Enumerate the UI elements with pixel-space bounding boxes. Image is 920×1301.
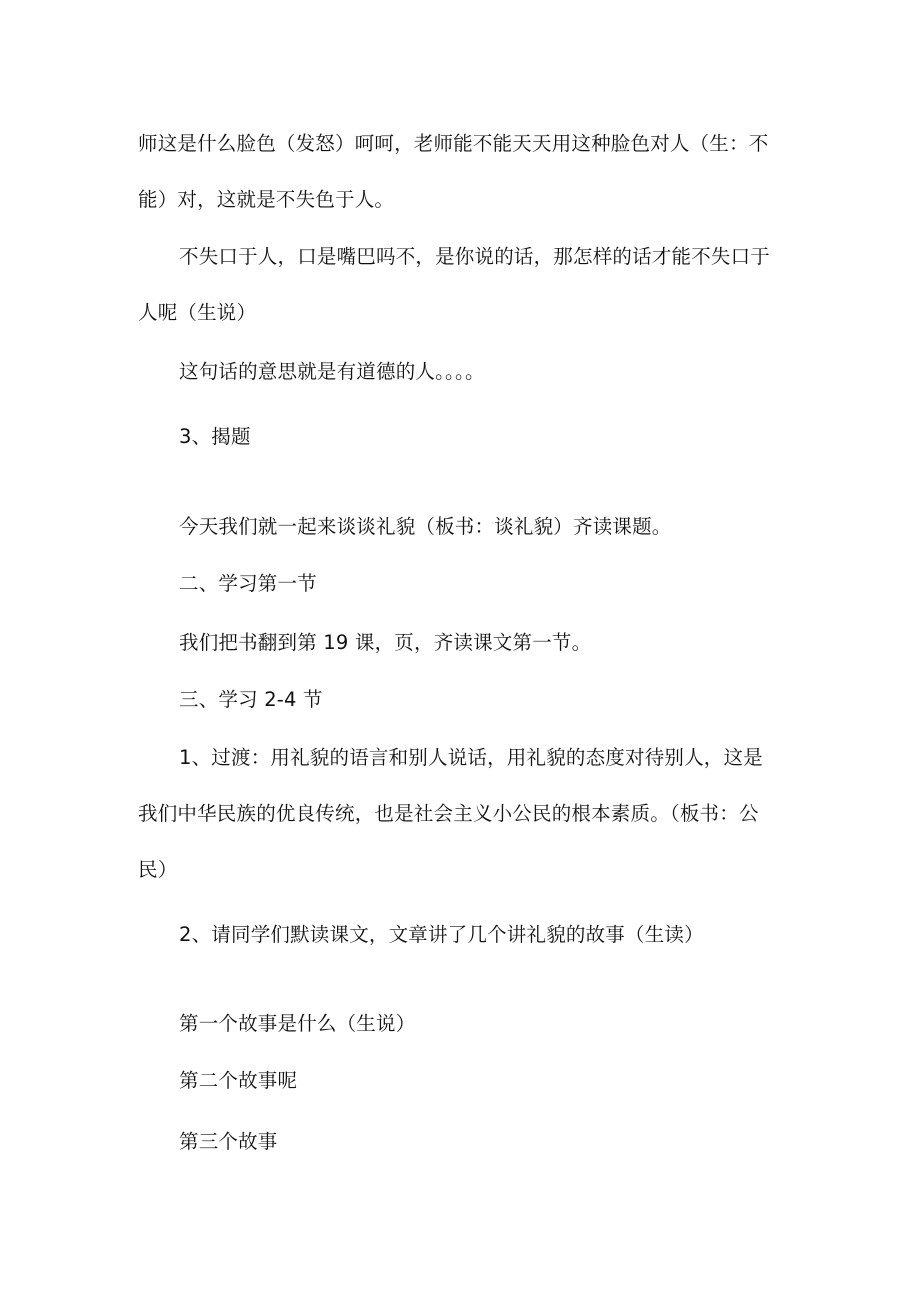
section-heading: 3、揭题: [179, 425, 251, 448]
section-heading: 三、学习 2-4 节: [179, 688, 323, 711]
text-line: 第二个故事呢: [179, 1069, 298, 1092]
text-line: 这句话的意思就是有道德的人。。。。: [179, 360, 485, 383]
text-line: 第一个故事是什么（生说）: [179, 1012, 416, 1035]
text-line: 人呢（生说）: [138, 301, 257, 324]
text-line: 能）对，这就是不失色于人。: [138, 188, 395, 211]
text-line: 1、过渡：用礼貌的语言和别人说话，用礼貌的态度对待别人，这是: [179, 746, 763, 769]
text-line: 我们中华民族的优良传统，也是社会主义小公民的根本素质。（板书：公: [138, 802, 759, 825]
text-line: 第三个故事: [179, 1130, 278, 1153]
text-line: 民）: [138, 858, 178, 881]
text-line: 师这是什么脸色（发怒）呵呵，老师能不能天天用这种脸色对人（生：不: [138, 132, 769, 155]
section-heading: 二、学习第一节: [179, 572, 317, 595]
text-line: 今天我们就一起来谈谈礼貌（板书：谈礼貌）齐读课题。: [179, 515, 672, 538]
text-line: 不失口于人，口是嘴巴吗不，是你说的话，那怎样的话才能不失口于: [179, 245, 771, 268]
text-line: 我们把书翻到第 19 课，页，齐读课文第一节。: [179, 631, 592, 654]
text-line: 2、请同学们默读课文，文章讲了几个讲礼貌的故事（生读）: [179, 923, 704, 946]
